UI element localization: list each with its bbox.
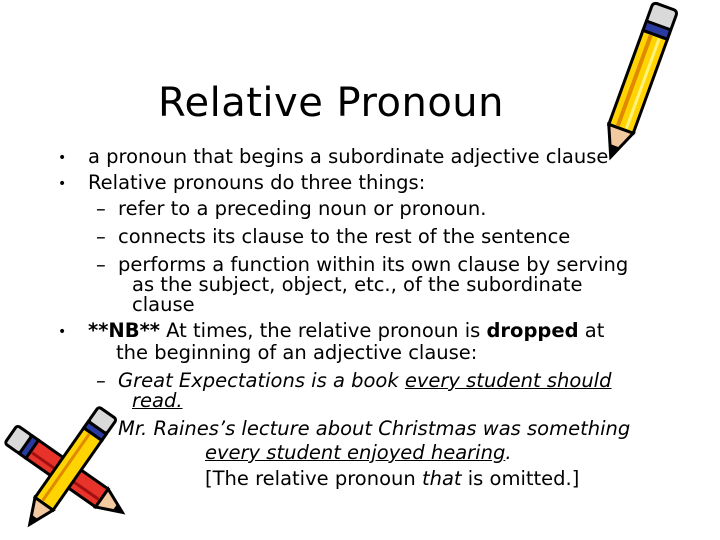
example-1 [118, 370, 611, 392]
example-2: Mr. Raines’s lecture about Christmas was something [118, 417, 631, 440]
example-2-line2 [205, 442, 512, 464]
bullet-definition: a pronoun that begins a subordinate adjective clause [88, 145, 609, 168]
sub-item-performs-1: performs a function within its own clause by serving [118, 253, 629, 276]
bullet-marker: • [58, 150, 67, 166]
sub-item-refer: refer to a preceding noun or pronoun. [118, 197, 487, 220]
note-a: [The relative pronoun [205, 467, 422, 490]
nb-text-b: at [578, 319, 605, 342]
sub-item-connects: connects its clause to the rest of the sentence [118, 225, 571, 248]
bullet-nb-line2: the beginning of an adjective clause: [116, 341, 478, 364]
example-2-end: . [505, 441, 512, 464]
nb-dropped: dropped [486, 319, 579, 342]
nb-label: **NB** [88, 319, 160, 342]
dash-marker: – [96, 225, 106, 248]
note-that: that [421, 467, 462, 490]
pencil-icon [590, 0, 685, 175]
nb-text-a: At times, the relative pronoun is [159, 319, 487, 342]
dash-marker: – [96, 197, 106, 220]
omission-note [205, 468, 579, 490]
sub-item-performs-3: clause [132, 293, 195, 316]
bullet-nb [88, 320, 604, 342]
pencils-icon [0, 402, 150, 540]
example-1-underlined: every student should [404, 369, 612, 392]
sub-item-performs-2: as the subject, object, etc., of the subordinate [132, 273, 583, 296]
example-2-underlined: every student enjoyed hearing [205, 441, 506, 464]
bullet-marker: • [58, 176, 67, 192]
bullet-three-things: Relative pronouns do three things: [88, 171, 426, 194]
example-1-title: Great Expectations [118, 369, 305, 392]
example-1-line2: read. [132, 389, 183, 412]
dash-marker: – [96, 369, 106, 392]
note-b: is omitted.] [461, 467, 580, 490]
dash-marker: – [96, 253, 106, 276]
slide-title: Relative Pronoun [158, 80, 505, 126]
bullet-marker: • [58, 324, 67, 340]
example-1-mid: is a book [304, 369, 405, 392]
